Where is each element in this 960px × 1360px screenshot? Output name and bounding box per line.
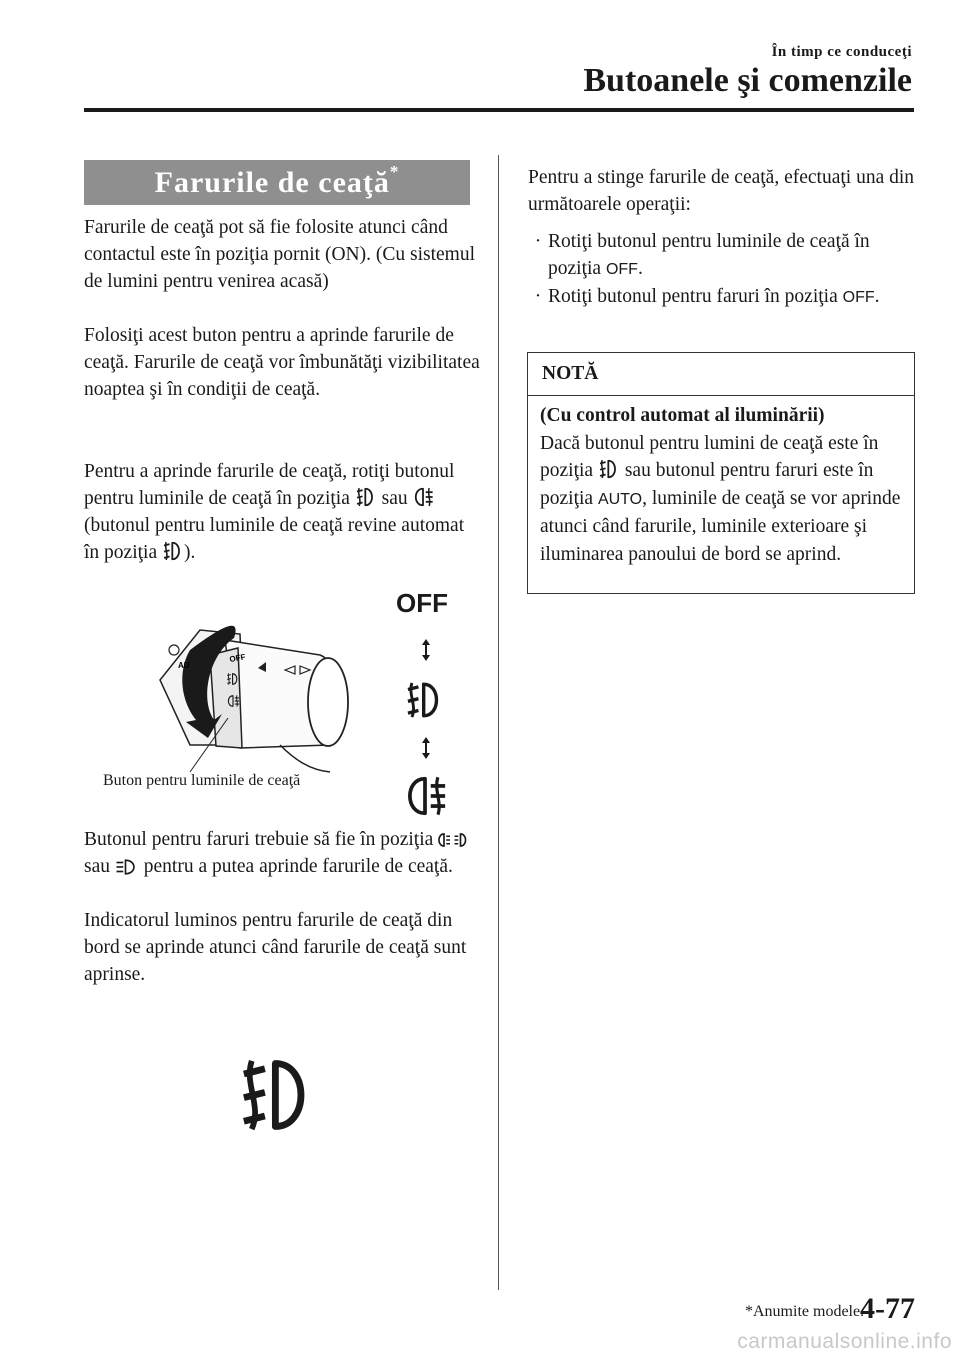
note-box [527,352,915,594]
list-item: · Rotiţi butonul pentru luminile de ceaţă în poziţia OFF. [534,231,870,279]
front-fog-light-icon [162,540,184,562]
footnote: *Anumite modele. [745,1303,865,1320]
paragraph-turn-off-intro: Pentru a stinge farurile de ceaţă, efectuaţi una din următoarele operaţii: [528,167,915,215]
running-header-chapter: Butoanele şi comenzile [583,62,912,99]
auto-position-label: AUTO [597,490,643,508]
off-position-label: OFF [396,588,448,618]
paragraph-purpose: Folosiţi acest buton pentru a aprinde farurile de ceaţă. Farurile de ceaţă vor îmbunătăţi vizibilitatea noaptea şi în condiţii de ceaţă. [84,325,480,400]
stalk-off-mark: OFF [228,652,247,664]
figure-caption-fog-button: Buton pentru luminile de ceaţă [103,772,301,789]
running-header-section: În timp ce conduceţi [771,44,912,60]
paragraph-usage: Farurile de ceaţă pot să fie folosite atunci când contactul este în poziţia pornit (ON). (Cu sistemul de lumini pentru venirea acasă) [84,217,475,292]
headlight-icon [115,858,139,876]
watermark: carmanualsonline.info [737,1330,952,1353]
note-subheading: (Cu control automat al iluminării) [540,405,825,426]
position-sequence [396,635,460,825]
header-rule [84,108,914,112]
front-fog-light-icon [598,458,620,480]
section-title-mark: * [389,162,400,181]
paragraph-indicator: Indicatorul luminos pentru farurile de ceaţă din bord se aprinde atunci când farurile de ceaţă sunt aprinse. [84,910,467,985]
double-arrow-icon [422,737,430,759]
stalk-auto-mark: AU [178,661,190,670]
paragraph-headlight-requirement: Butonul pentru faruri trebuie să fie în poziţia sau pentru a putea aprinde farurile de ceaţă. [84,826,484,880]
section-title-text: Farurile de ceaţă [154,166,390,199]
fog-light-indicator-icon [236,1050,320,1140]
page-number: 4-77 [860,1292,915,1325]
parking-light-icon [438,831,468,849]
turn-off-steps [528,228,920,311]
rear-fog-light-icon [412,486,434,508]
front-fog-light-icon [355,486,377,508]
fog-light-switch-figure [130,610,360,775]
list-item: · Rotiţi butonul pentru faruri în poziţia OFF. [534,286,880,307]
column-divider [498,155,499,1290]
section-title [84,160,470,205]
double-arrow-icon [422,639,430,661]
note-heading: NOTĂ [528,353,914,396]
paragraph-turn-on: Pentru a aprinde farurile de ceaţă, rotiţi butonul pentru luminile de ceaţă în poziţia sau (butonul pentru luminile de ceaţă revine automat în poziţia ). [84,461,465,563]
note-body: (Cu control automat al iluminării) Dacă butonul pentru lumini de ceaţă este în poziţia sau butonul pentru faruri este în poziţia AUTO, luminile de ceaţă se vor aprinde atunci când farurile, luminile exterioare şi iluminarea panoului de bord se aprind. [528,396,914,574]
